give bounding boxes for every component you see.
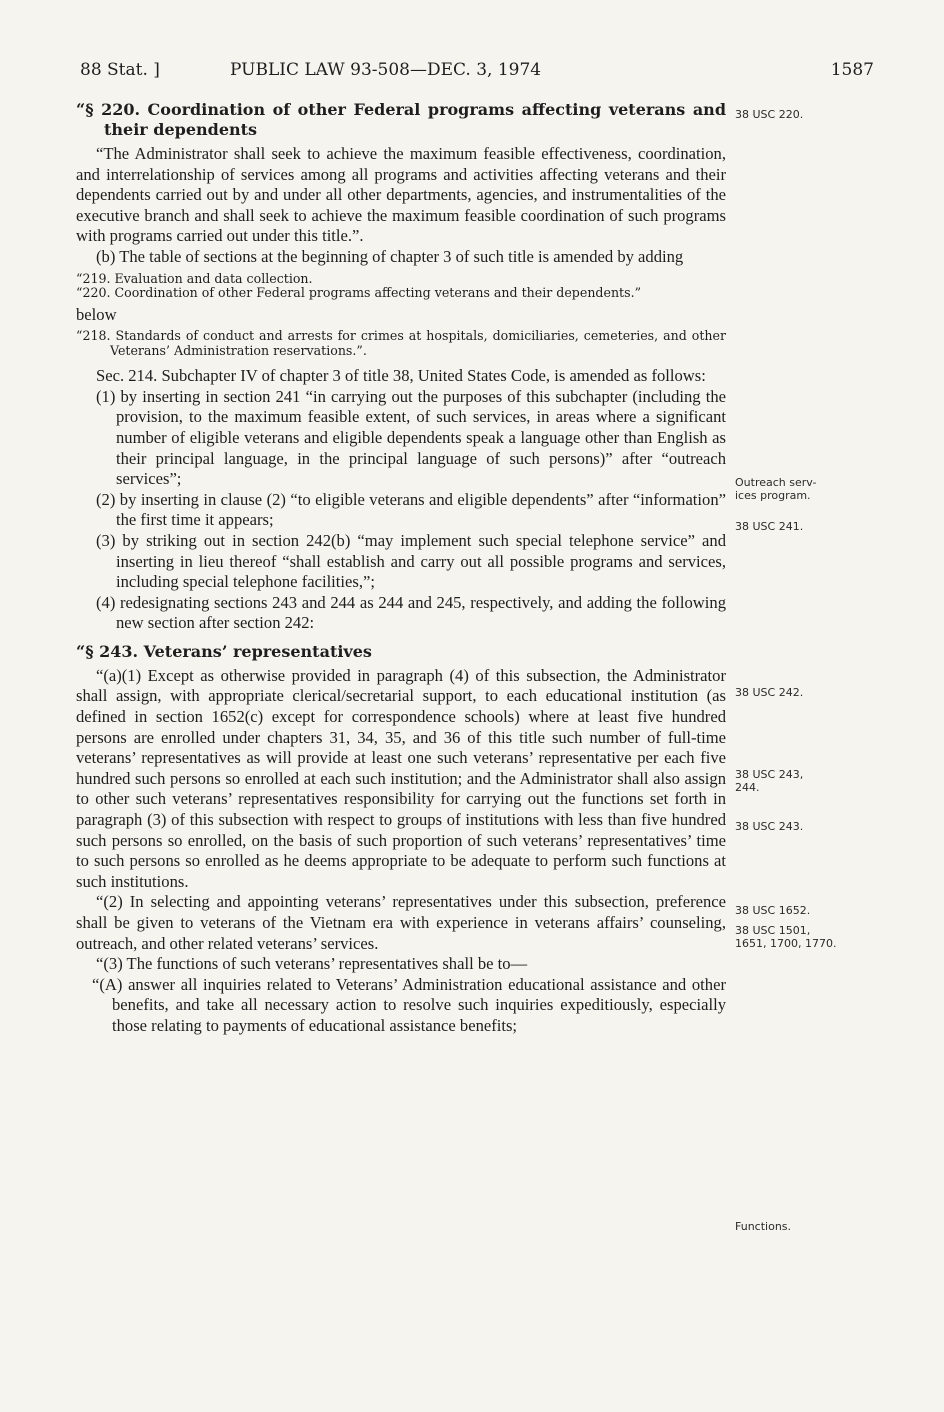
table-entry-218: “218. Standards of conduct and arrests for crimes at hospitals, domiciliaries, cemeteries, and other Veterans’ Administration reservations.”. — [76, 328, 726, 358]
margin-note-functions: Functions. — [735, 1220, 792, 1233]
amendment-item-4: (4) redesignating sections 243 and 244 as 244 and 245, respectively, and adding the following new section after section 242: — [96, 592, 726, 633]
margin-note-usc-241: 38 USC 241. — [735, 520, 804, 533]
section-243-a3: “(3) The functions of such veterans’ representatives shall be to— — [96, 954, 528, 974]
main-text-column — [76, 100, 726, 1037]
section-243-a1: “(a)(1) Except as otherwise provided in paragraph (4) of this subsection, the Administrator shall assign, with appropriate clerical/secretarial support, to each educational institution (as defined in section 1652(c) except for correspondence schools) where at least five hundred persons are enrolled under chapters 31, 34, 35, and 36 of this title such number of full-time veterans’ representatives as will provide at least one such veterans’ representative per each five hundred such persons so enrolled at each such institution; and the Administrator shall also assign to other such veterans’ representatives responsibility for carrying out the functions set forth in paragraph (3) of this subsection with respect to groups of institutions with less than five hundred such persons so enrolled, on the basis of such proportion of such veterans’ representatives’ time to such persons so enrolled as he deems appropriate to be adequate to perform such functions at such institutions. — [76, 665, 726, 891]
margin-note-usc-220: 38 USC 220. — [735, 108, 804, 121]
margin-note-usc-1652: 38 USC 1652. — [735, 904, 811, 917]
table-entry-219: “219. Evaluation and data collection. — [76, 270, 313, 286]
margin-note-usc-243-244: 38 USC 243, 244. — [735, 768, 804, 794]
section-243-a3-A: “(A) answer all inquiries related to Veterans’ Administration educational assistance and other benefits, and take all necessary action to resolve such inquiries expeditiously, especially those relating to payments of educational assistance benefits; — [92, 974, 726, 1035]
margin-note-usc-242: 38 USC 242. — [735, 686, 804, 699]
margin-note-usc-243: 38 USC 243. — [735, 820, 804, 833]
section-243-heading: “§ 243. Veterans’ representatives — [76, 641, 372, 661]
below-label: below — [76, 304, 117, 324]
amendment-item-1: (1) by inserting in section 241 “in carrying out the purposes of this subchapter (including the provision, to the maximum feasible extent, of such services, in areas where a significant number of eligible veterans and eligible dependents speak a language other than English as their principal language, in the principal language of such persons)” after “outreach services”; — [96, 386, 726, 489]
margin-note-usc-1501: 38 USC 1501, 1651, 1700, 1770. — [735, 924, 837, 950]
paragraph-b: (b) The table of sections at the beginning of chapter 3 of such title is amended by adding — [96, 246, 684, 266]
margin-note-outreach: Outreach serv- ices program. — [735, 476, 817, 502]
section-220-text: “The Administrator shall seek to achieve the maximum feasible effectiveness, coordination, and interrelationship of services among all programs and activities affecting veterans and their dependents carried out by and under all other departments, agencies, and instrumentalities of the executive branch and shall seek to achieve the maximum feasible coordination of such programs with programs carried out under this title.”. — [76, 144, 726, 246]
section-214-intro: Sec. 214. Subchapter IV of chapter 3 of title 38, United States Code, is amended as follows: — [96, 366, 706, 386]
page-number: 1587 — [830, 60, 874, 80]
amendment-item-3: (3) by striking out in section 242(b) “may implement such special telephone service” and inserting in lieu thereof “shall establish and carry out all possible programs and services, including special telephone facilities,”; — [96, 530, 726, 592]
amendment-item-2: (2) by inserting in clause (2) “to eligible veterans and eligible dependents” after “information” the first time it appears; — [96, 489, 726, 530]
section-243-a2: “(2) In selecting and appointing veterans’ representatives under this subsection, preference shall be given to veterans of the Vietnam era with experience in veterans affairs’ counseling, outreach, and other related veterans’ services. — [76, 892, 726, 953]
table-entry-220: “220. Coordination of other Federal programs affecting veterans and their dependents.” — [76, 285, 642, 301]
running-title: PUBLIC LAW 93-508—DEC. 3, 1974 — [230, 60, 542, 80]
statute-volume: 88 Stat. ] — [80, 60, 160, 80]
section-220-heading: “§ 220. Coordination of other Federal programs affecting veterans and their dependents — [76, 100, 726, 139]
